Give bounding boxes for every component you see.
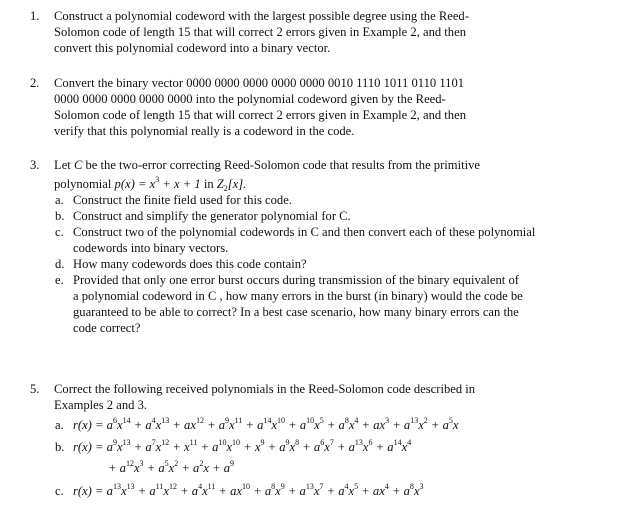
subpart-a: a. Construct the finite field used for this code. [55,193,292,207]
problem-2 [20,75,616,139]
subpart-e: e. Provided that only one error burst occurs during transmission of the binary equivalent of a polynomial codeword in C , how many errors in the burst (in binary) would the code be guaranteed to be able to correct? In a best case scenario, how many binary errors can the code correct? [55,273,523,335]
problem-text-line: Correct the following received polynomials in the Reed-Solomon code described in [54,382,476,396]
problem-number: 2. [30,76,40,90]
polynomial-equation-continued: + $a^{12}x^3 + a^5x^2 + a^2x + a^9$ [108,459,235,475]
problem-intro: Let C be the two-error correcting Reed-Solomon code that results from the primitive [54,158,480,172]
received-polynomial-b: b. $r(x) = a^9x^{13} + a^7x^{12} + x^{11} + a^{10}x^{10} + x^9 + a^9x^8 + a^6x^7 + a^{13}x^6 + a^{14}x^4$ + $a^{12}x^3 + a^5x^2 + a^2x + a^9$ [18,439,616,476]
subpart-b: b. Construct and simplify the generator polynomial for C. [55,209,351,223]
problem-text-line: Examples 2 and 3. [54,398,148,412]
problem-text-line: 0000 0000 0000 0000 0000 into the polynomial codeword given by the Reed- [54,92,446,106]
problem-1 [20,8,616,56]
subpart-c: c. Construct two of the polynomial codewords in C and then convert each of these polynomial codewords into binary vectors. [55,225,536,255]
problem-text-line: Solomon code of length 15 that will correct 2 errors given in Example 2, and then [54,25,466,39]
primitive-polynomial: polynomial $p(x) = x^3 + x + 1$ in $Z_2[x]$. [54,175,247,193]
problem-text-line: verify that this polynomial really is a codeword in the code. [54,124,355,138]
problem-3 [20,157,616,336]
problem-number: 1. [30,9,40,23]
problem-text-line: Solomon code of length 15 that will correct 2 errors given in Example 2, and then [54,108,466,122]
problem-5 [20,381,616,499]
subpart-d: d. How many codewords does this code contain? [55,257,307,271]
received-polynomial-a: a. $r(x) = a^6x^{14} + a^4x^{13} + ax^{12} + a^9x^{11} + a^{14}x^{10} + a^{10}x^5 + a^8x^4 + ax^3 + a^{13}x^2 + a^5x$ [18,417,616,433]
problem-number: 3. [30,158,40,172]
received-polynomial-c: c. $r(x) = a^{13}x^{13} + a^{11}x^{12} + a^4x^{11} + ax^{10} + a^8x^9 + a^{13}x^7 + a^4x^5 + ax^4 + a^8x^3$ [18,483,616,499]
problem-number: 5. [30,382,40,396]
polynomial-equation: $r(x) = a^6x^{14} + a^4x^{13} + ax^{12} + a^9x^{11} + a^{14}x^{10} + a^{10}x^5 + a^8x^4 + ax^3 + a^{13}x^2 + a^5x$ [73,416,459,432]
problem-text-line: Construct a polynomial codeword with the largest possible degree using the Reed- [54,9,469,23]
polynomial-equation: $r(x) = a^9x^{13} + a^7x^{12} + x^{11} + a^{10}x^{10} + x^9 + a^9x^8 + a^6x^7 + a^{13}x^6 + a^{14}x^4$ [73,438,412,454]
problem-text-line: Convert the binary vector 0000 0000 0000 0000 0000 0010 1110 1011 0110 1101 [54,76,465,90]
problem-text-line: convert this polynomial codeword into a binary vector. [54,41,331,55]
polynomial-equation: $r(x) = a^{13}x^{13} + a^{11}x^{12} + a^4x^{11} + ax^{10} + a^8x^9 + a^{13}x^7 + a^4x^5 + ax^4 + a^8x^3$ [73,482,424,498]
